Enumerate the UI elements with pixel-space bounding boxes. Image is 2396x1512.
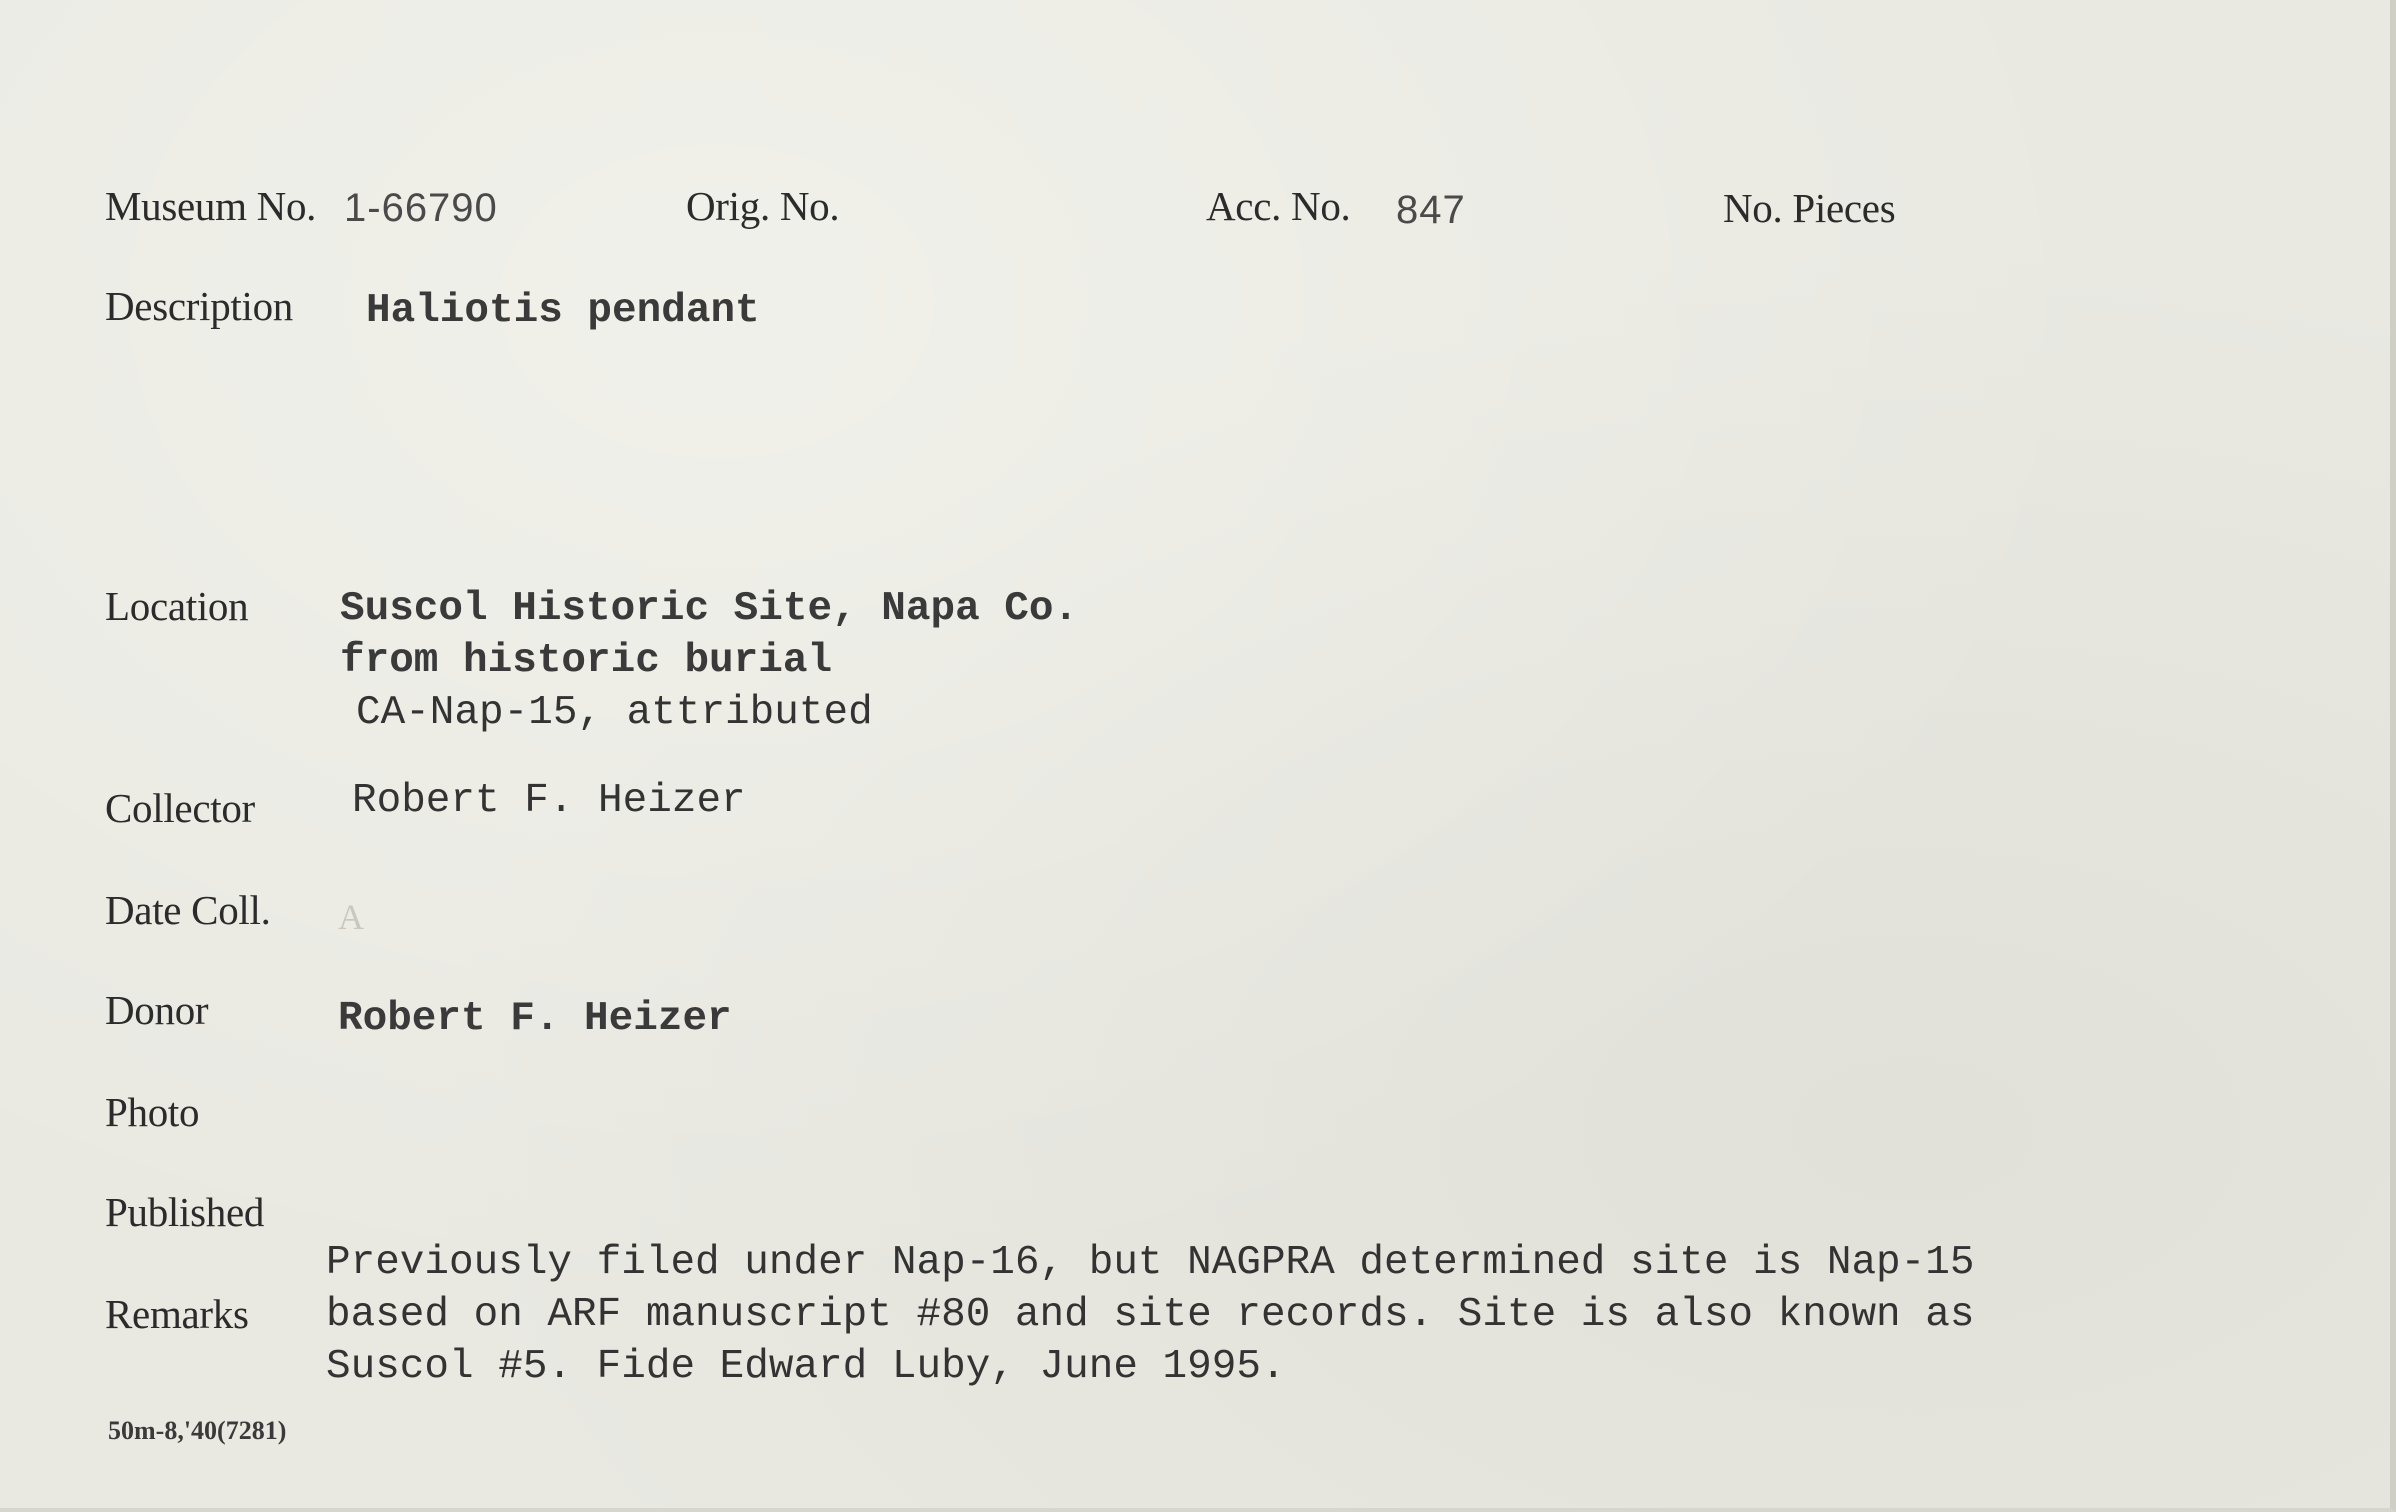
acc-no-value: 847 (1396, 188, 1466, 232)
collector-value: Robert F. Heizer (352, 778, 746, 824)
remarks-line-3: Suscol #5. Fide Edward Luby, June 1995. (326, 1344, 1286, 1390)
donor-label: Donor (105, 987, 209, 1033)
date-coll-mark: A (338, 897, 364, 937)
location-line-1: Suscol Historic Site, Napa Co. (340, 586, 1079, 632)
no-pieces-label: No. Pieces (1723, 185, 1896, 231)
location-label: Location (105, 583, 249, 629)
photo-label: Photo (105, 1089, 200, 1135)
remarks-label: Remarks (105, 1291, 249, 1337)
footer-print-code: 50m-8,'40(7281) (108, 1416, 287, 1445)
published-label: Published (105, 1189, 265, 1235)
remarks-line-2: based on ARF manuscript #80 and site records. Site is also known as (326, 1292, 1975, 1338)
museum-no-value: 1-66790 (344, 186, 498, 230)
remarks-line-1: Previously filed under Nap-16, but NAGPRA determined site is Nap-15 (326, 1240, 1975, 1286)
orig-no-label: Orig. No. (686, 183, 840, 229)
description-label: Description (105, 283, 293, 329)
date-coll-label: Date Coll. (105, 887, 271, 933)
donor-value: Robert F. Heizer (338, 996, 732, 1042)
collector-label: Collector (105, 785, 255, 831)
museum-no-label: Museum No. (105, 183, 317, 229)
location-line-3: CA-Nap-15, attributed (356, 690, 873, 736)
location-line-2: from historic burial (340, 638, 833, 684)
description-value: Haliotis pendant (366, 288, 760, 334)
acc-no-label: Acc. No. (1206, 183, 1351, 229)
